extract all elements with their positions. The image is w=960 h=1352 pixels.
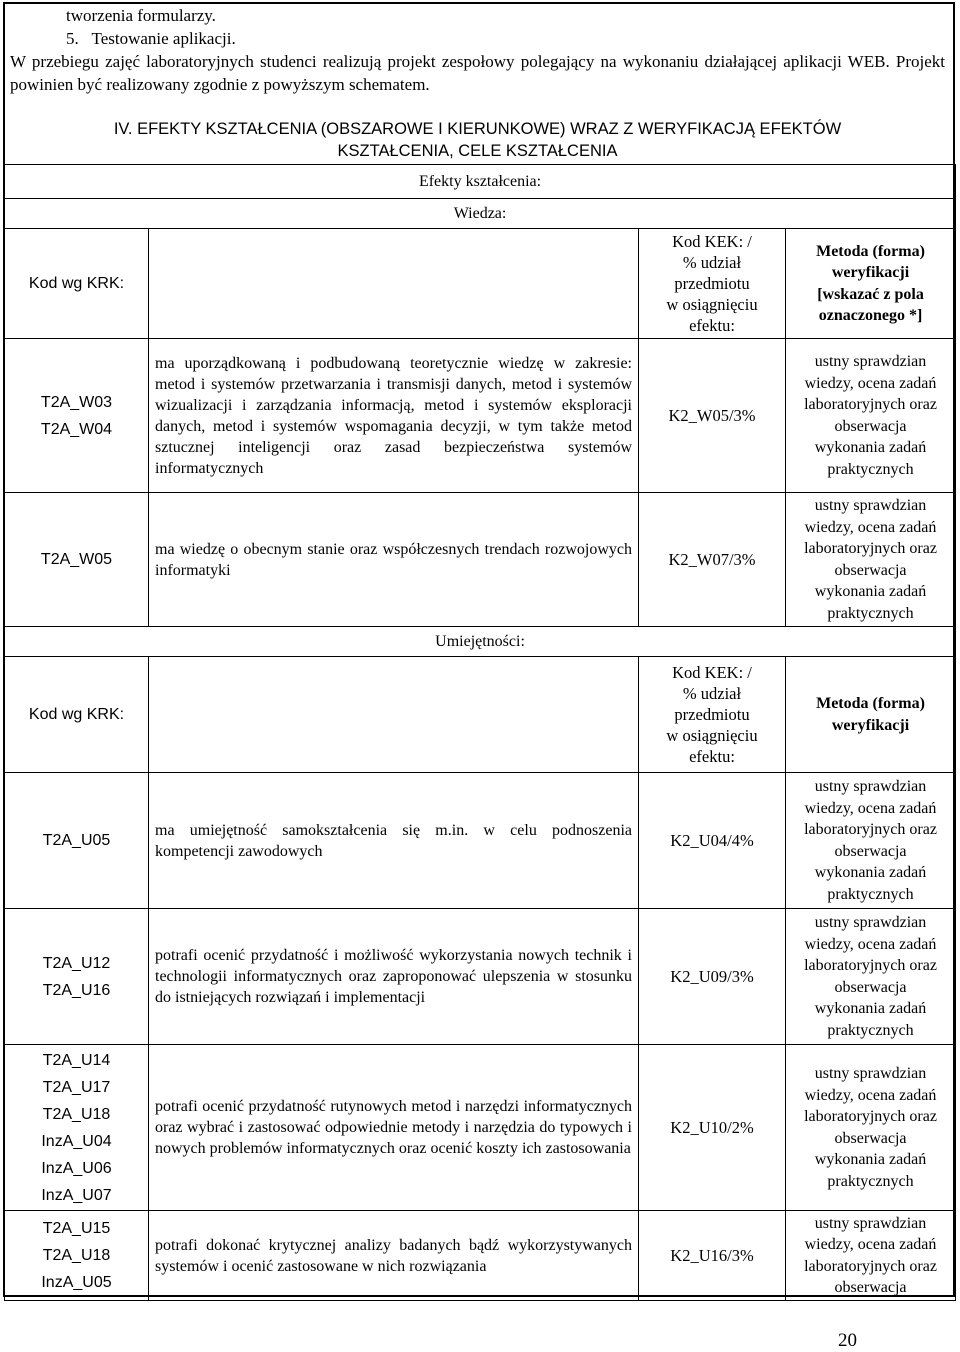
umiejetnosci-header: Umiejętności: (5, 627, 956, 657)
kod-value: T2A_U16 (42, 981, 111, 999)
kod-cell (5, 1045, 149, 1211)
kek-header-line: efektu: (689, 316, 735, 335)
opis-cell: potrafi ocenić przydatność i możliwość wykorzystania nowych technik i technologii informatycznych oraz zaproponować ulepszenia w stosunku do istniejących rozwiązań i implementacji (149, 909, 639, 1045)
kod-value: T2A_U18 (42, 1247, 111, 1264)
kod-cell (5, 339, 149, 493)
kod-cell (5, 1211, 149, 1301)
kod-value: T2A_U15 (42, 1220, 111, 1237)
metoda-line: laboratoryjnych oraz (804, 396, 937, 413)
kek-header-line: przedmiotu (674, 274, 750, 293)
intro-paragraph: W przebiegu zajęć laboratoryjnych studenci realizują projekt zespołowy polegający na wykonaniu działającej aplikacji WEB. Projekt powinien być realizowany zgodnie z powyższym schematem. (10, 52, 945, 94)
metoda-line: ustny sprawdzian (814, 497, 927, 514)
efekty-header: Efekty kształcenia: (5, 165, 956, 199)
table-row (5, 909, 956, 1045)
opis-cell: ma wiedzę o obecnym stanie oraz współczesnych trendach rozwojowych informatyki (149, 493, 639, 627)
kod-value: T2A_W04 (40, 420, 113, 438)
metoda-cell (786, 773, 956, 909)
metoda-line: obserwacja (834, 842, 907, 860)
kek-header-line: w osiągnięciu (666, 726, 758, 745)
metoda-header-line: weryfikacji (831, 716, 910, 734)
table-row (5, 1045, 956, 1211)
metoda-line: praktycznych (827, 460, 914, 478)
kod-value: InzA_U05 (41, 1274, 112, 1291)
metoda-line: wykonania zadań (814, 864, 927, 881)
metoda-header (786, 229, 956, 339)
umiejetnosci-header-row (5, 627, 956, 657)
kek-cell: K2_U10/2% (639, 1045, 786, 1211)
metoda-line: laboratoryjnych oraz (804, 1257, 937, 1275)
kod-value: InzA_U07 (41, 1186, 112, 1204)
metoda-line: ustny sprawdzian (814, 778, 927, 795)
efekty-header-row (5, 165, 956, 199)
metoda-cell (786, 493, 956, 627)
metoda-line: wiedzy, ocena zadań (804, 935, 937, 953)
kod-value: T2A_U05 (42, 832, 111, 849)
kek-header (639, 657, 786, 773)
kod-cell (5, 909, 149, 1045)
kod-cell (5, 773, 149, 909)
metoda-cell (786, 1211, 956, 1301)
metoda-cell (786, 1045, 956, 1211)
kek-header-line: przedmiotu (674, 705, 750, 724)
metoda-header-line: oznaczonego *] (818, 307, 923, 324)
metoda-line: praktycznych (827, 885, 914, 903)
kek-header-line: % udział (682, 253, 742, 272)
metoda-line: wykonania zadań (814, 1151, 927, 1168)
metoda-line: ustny sprawdzian (814, 914, 927, 931)
intro-line-2: 5. Testowanie aplikacji. (66, 29, 236, 48)
metoda-header-line: Metoda (forma) (816, 242, 925, 260)
metoda-line: laboratoryjnych oraz (804, 1108, 937, 1125)
intro-text (10, 4, 945, 96)
metoda-line: ustny sprawdzian (814, 1214, 927, 1232)
table-row (5, 493, 956, 627)
metoda-line: wiedzy, ocena zadań (804, 518, 937, 536)
wiedza-column-header-row (5, 229, 956, 339)
wiedza-header-row (5, 199, 956, 229)
kek-cell: K2_W07/3% (639, 493, 786, 627)
opis-cell: potrafi ocenić przydatność rutynowych metod i narzędzi informatycznych oraz wybrać i zastosować odpowiednie metody i narzędzia do typowych i nowych problemów informatycznych oraz ocenić koszty ich zastosowania (149, 1045, 639, 1211)
opis-cell: ma uporządkowaną i podbudowaną teoretycznie wiedzę w zakresie: metod i systemów przetwarzania i transmisji danych, metod i systemów wizualizacji i zarządzania informacją, metod i systemów eksploracji danych, metod i systemów wspomagania decyzji, w tym także metod sztucznej inteligencji oraz zasad bezpieczeństwa systemów informatycznych (149, 339, 639, 493)
kod-value: T2A_U14 (42, 1051, 111, 1069)
opis-cell: ma umiejętność samokształcenia się m.in. w celu podnoszenia kompetencji zawodowych (149, 773, 639, 909)
effects-table (4, 164, 956, 1301)
kod-value: T2A_U12 (42, 954, 111, 972)
table-row (5, 1211, 956, 1301)
kek-header-line: efektu: (689, 747, 735, 766)
kod-cell (5, 493, 149, 627)
kod-value: T2A_U18 (42, 1105, 111, 1123)
metoda-line: praktycznych (827, 1021, 914, 1039)
kek-cell: K2_U04/4% (639, 773, 786, 909)
metoda-line: wykonania zadań (814, 439, 927, 456)
metoda-line: ustny sprawdzian (814, 1065, 927, 1082)
section-title (10, 118, 945, 162)
kek-header (639, 229, 786, 339)
kod-krk-header: Kod wg KRK: (5, 229, 149, 339)
table-row (5, 339, 956, 493)
metoda-header-line: weryfikacji (831, 264, 910, 281)
opis-header-empty (149, 657, 639, 773)
kek-header-line: % udział (682, 684, 742, 703)
kek-cell: K2_U09/3% (639, 909, 786, 1045)
kek-header-line: w osiągnięciu (666, 295, 758, 314)
kod-krk-header: Kod wg KRK: (5, 657, 149, 773)
kod-value: InzA_U06 (41, 1159, 112, 1177)
kek-header-line: Kod KEK: / (672, 663, 752, 682)
metoda-line: laboratoryjnych oraz (804, 957, 937, 974)
section-title-line-1: IV. EFEKTY KSZTAŁCENIA (OBSZAROWE I KIERUNKOWE) WRAZ Z WERYFIKACJĄ EFEKTÓW (113, 120, 842, 138)
metoda-line: wiedzy, ocena zadań (804, 1236, 937, 1253)
metoda-line: wiedzy, ocena zadań (804, 374, 937, 392)
kod-value: T2A_W03 (40, 393, 113, 411)
metoda-line: ustny sprawdzian (814, 353, 927, 370)
kek-cell: K2_U16/3% (639, 1211, 786, 1301)
metoda-header-line: Metoda (forma) (816, 695, 925, 712)
metoda-line: laboratoryjnych oraz (804, 821, 937, 838)
umiejetnosci-column-header-row (5, 657, 956, 773)
metoda-cell (786, 339, 956, 493)
metoda-line: obserwacja (834, 1129, 907, 1147)
metoda-header-line: [wskazać z pola (817, 285, 924, 303)
metoda-cell (786, 909, 956, 1045)
kod-value: T2A_W05 (40, 551, 113, 568)
kod-value: T2A_U17 (42, 1078, 111, 1096)
metoda-line: praktycznych (827, 1172, 914, 1190)
metoda-line: wykonania zadań (814, 1000, 927, 1017)
metoda-header (786, 657, 956, 773)
metoda-line: praktycznych (827, 604, 914, 622)
page-number: 20 (838, 1330, 857, 1351)
metoda-line: obserwacja (834, 1279, 907, 1296)
kek-header-line: Kod KEK: / (672, 232, 752, 251)
metoda-line: laboratoryjnych oraz (804, 540, 937, 557)
metoda-line: obserwacja (834, 561, 907, 579)
wiedza-header: Wiedza: (5, 199, 956, 229)
section-title-line-2: KSZTAŁCENIA, CELE KSZTAŁCENIA (337, 142, 618, 160)
kek-cell: K2_W05/3% (639, 339, 786, 493)
metoda-line: wiedzy, ocena zadań (804, 799, 937, 817)
intro-line-1: tworzenia formularzy. (66, 6, 216, 25)
metoda-line: obserwacja (834, 978, 907, 996)
opis-header-empty (149, 229, 639, 339)
table-row (5, 773, 956, 909)
metoda-line: wykonania zadań (814, 583, 927, 600)
kod-value: InzA_U04 (41, 1132, 112, 1150)
metoda-line: wiedzy, ocena zadań (804, 1086, 937, 1104)
metoda-line: obserwacja (834, 417, 907, 435)
opis-cell: potrafi dokonać krytycznej analizy badanych bądź wykorzystywanych systemów i ocenić zastosowane w nich rozwiązania (149, 1211, 639, 1301)
